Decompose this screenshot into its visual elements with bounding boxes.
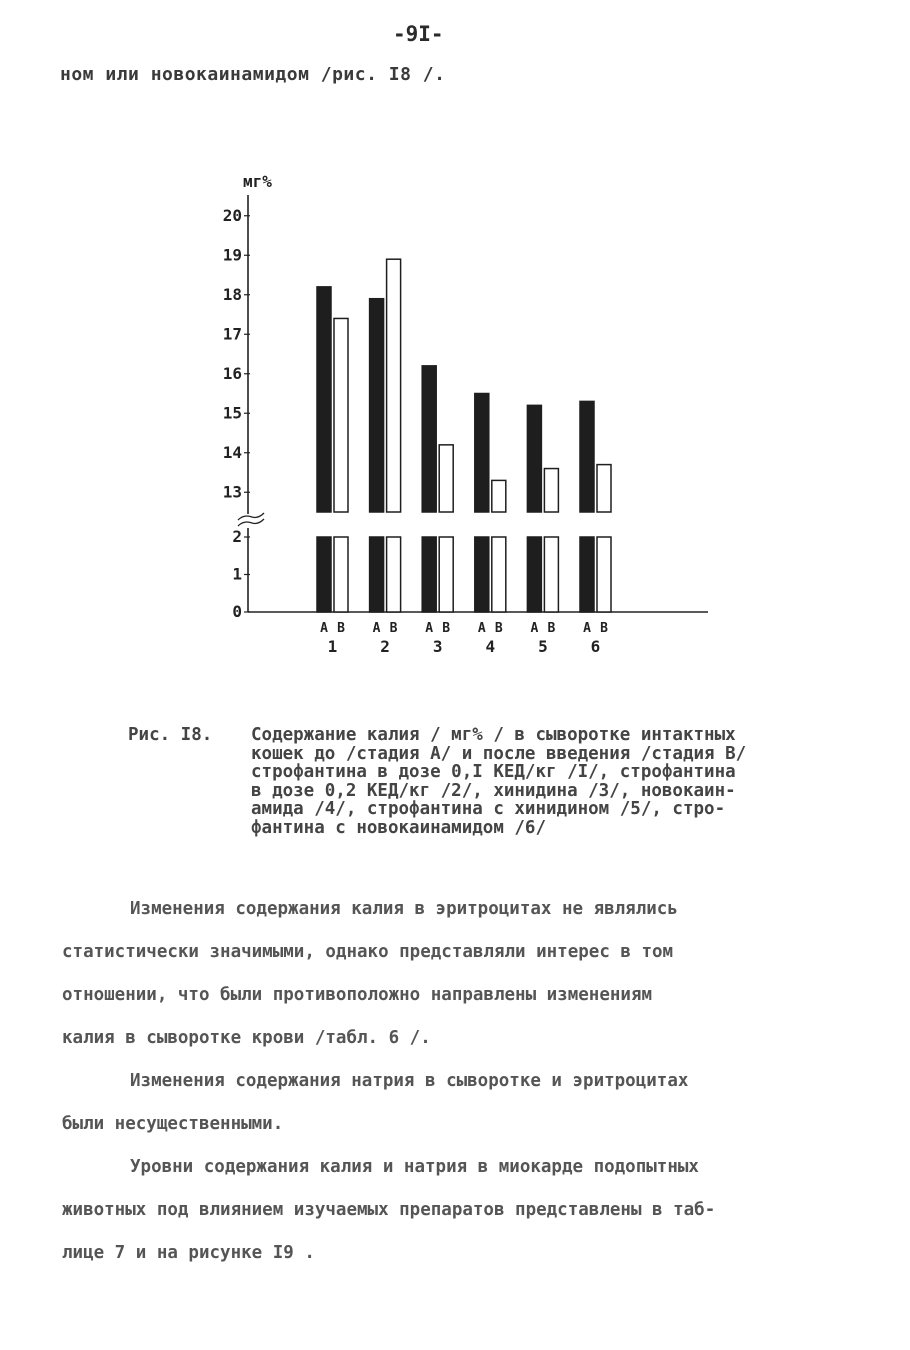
bar-b-group-5-upper [544, 469, 558, 512]
y-tick-label: 20 [222, 205, 242, 225]
stage-label: A [477, 621, 486, 636]
bar-a-group-1-lower [317, 537, 331, 612]
y-tick-label: 0 [232, 602, 242, 621]
potassium-bar-chart [200, 160, 720, 670]
bar-a-group-3-lower [422, 537, 436, 612]
body-text-line: лице 7 и на рисунке I9 . [62, 1243, 315, 1263]
chart-axes [238, 195, 708, 612]
axis-break-mark [238, 519, 264, 526]
continued-text-line: ном или новокаинамидом /рис. I8 /. [60, 64, 446, 85]
x-labels [320, 621, 608, 656]
caption-line: в дозе 0,2 КЕД/кг /2/, хинидина /3/, новокаин- [251, 780, 736, 801]
body-text-line: калия в сыворотке крови /табл. 6 /. [62, 1028, 431, 1048]
stage-label: B [494, 621, 503, 636]
bar-a-group-6-upper [580, 401, 594, 512]
bar-b-group-4-upper [492, 480, 506, 512]
bar-b-group-1-lower [334, 537, 348, 612]
group-label: 2 [380, 637, 390, 656]
body-text-line: Уровни содержания калия и натрия в миокарде подопытных [130, 1157, 699, 1177]
body-text-line: были несущественными. [62, 1114, 284, 1134]
stage-label: A [372, 621, 381, 636]
page-number: -9I- [393, 22, 444, 46]
bar-b-group-4-lower [492, 537, 506, 612]
stage-label: A [583, 621, 591, 636]
stage-label: A [425, 621, 434, 636]
group-label: 1 [327, 637, 338, 656]
caption-line: фантина с новокаинамидом /6/ [251, 817, 547, 838]
y-tick-label: 2 [232, 527, 242, 546]
group-label: 4 [485, 637, 496, 656]
stage-label: A [320, 621, 328, 636]
y-tick-label: 16 [222, 363, 242, 383]
bar-a-group-6-lower [580, 537, 594, 612]
caption-text [251, 726, 851, 837]
body-text-line: статистически значимыми, однако представляли интерес в том [62, 942, 674, 962]
group-label: 3 [432, 637, 443, 656]
bar-b-group-2-lower [387, 537, 401, 612]
caption-line: амида /4/, строфантина с хинидином /5/, стро- [251, 799, 726, 819]
bar-b-group-5-lower [544, 537, 558, 612]
bar-a-group-3-upper [422, 366, 436, 512]
group-label: 6 [590, 637, 601, 656]
y-tick-labels [223, 206, 250, 621]
bar-b-group-6-upper [597, 465, 611, 512]
bar-a-group-4-lower [475, 537, 489, 612]
caption-line: кошек до /стадия А/ и после введения /стадия В/ [251, 743, 747, 764]
body-text-line: Изменения содержания калия в эритроцитах не являлись [130, 899, 678, 919]
bar-b-group-2-upper [387, 259, 401, 512]
y-tick-label: 19 [222, 245, 242, 265]
bar-a-group-4-upper [475, 394, 489, 513]
body-text-line: Изменения содержания натрия в сыворотке и эритроцитах [130, 1071, 689, 1091]
stage-label: B [389, 621, 398, 636]
stage-label: B [600, 621, 608, 636]
y-tick-label: 15 [222, 403, 242, 423]
stage-label: B [547, 621, 556, 636]
caption-line: Содержание калия / мг% / в сыворотке интактных [251, 725, 736, 745]
stage-label: B [442, 621, 451, 636]
y-tick-label: 1 [232, 564, 242, 584]
bar-b-group-6-lower [597, 537, 611, 612]
bar-b-group-3-upper [439, 445, 453, 512]
y-tick-label: 18 [222, 284, 242, 304]
y-axis-unit-label: мг% [243, 172, 272, 191]
group-label: 5 [538, 637, 548, 656]
body-paragraphs [62, 894, 862, 1281]
bar-marks [317, 259, 611, 612]
bar-a-group-1-upper [317, 287, 331, 512]
stage-label: B [337, 621, 345, 636]
bar-a-group-5-lower [527, 537, 541, 612]
bar-a-group-5-upper [527, 405, 541, 512]
caption-line: строфантина в дозе 0,I КЕД/кг /I/, строфантина [251, 762, 736, 782]
body-text-line: отношении, что были противоположно направлены изменениям [62, 985, 653, 1005]
stage-label: A [530, 621, 539, 636]
y-tick-label: 17 [222, 324, 242, 344]
bar-a-group-2-lower [370, 537, 384, 612]
bar-b-group-3-lower [439, 537, 453, 612]
bar-b-group-1-upper [334, 318, 348, 512]
axis-break-mark [238, 513, 264, 520]
y-tick-label: 13 [222, 482, 242, 502]
body-text-line: животных под влиянием изучаемых препаратов представлены в таб- [62, 1200, 716, 1220]
y-tick-label: 14 [222, 442, 242, 462]
bar-a-group-2-upper [370, 299, 384, 512]
caption-label: Рис. I8. [128, 725, 213, 745]
